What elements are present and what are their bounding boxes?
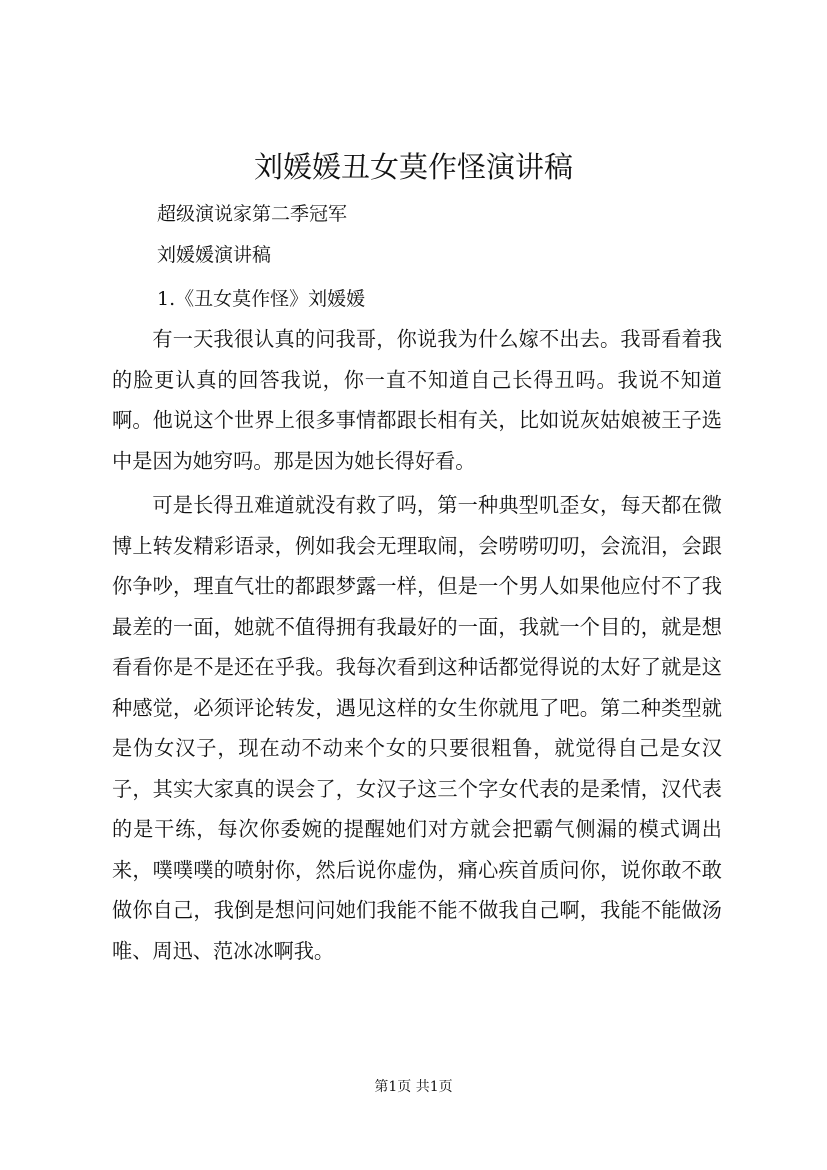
page-number-footer: 第1页 共1页 <box>374 1079 453 1095</box>
document-title: 刘媛媛丑女莫作怪演讲稿 <box>253 150 573 184</box>
section-heading: 1.《丑女莫作怪》刘媛媛 <box>157 288 366 310</box>
body-paragraph: 有一天我很认真的问我哥，你说我为什么嫁不出去。我哥看着我的脸更认真的回答我说，你一直不知道自己长得丑吗。我说不知道啊。他说这个世界上很多事情都跟长相有关，比如说灰姑娘被王子选中是因为她穷吗。那是因为她长得好看。 <box>112 327 722 473</box>
body-paragraph: 可是长得丑难道就没有救了吗，第一种典型叽歪女，每天都在微博上转发精彩语录，例如我会无理取闹，会唠唠叨叨，会流泪，会跟你争吵，理直气壮的都跟梦露一样，但是一个男人如果他应付不了我最差的一面，她就不值得拥有我最好的一面，我就一个目的，就是想看看你是不是还在乎我。我每次看到这种话都觉得说的太好了就是这种感觉，必须评论转发，遇见这样的女生你就甩了吧。第二种类型就是伪女汉子，现在动不动来个女的只要很粗鲁，就觉得自己是女汉子，其实大家真的误会了，女汉子这三个字女代表的是柔情，汉代表的是干练，每次你委婉的提醒她们对方就会把霸气侧漏的模式调出来，噗噗噗的喷射你，然后说你虚伪，痛心疾首质问你，说你敢不敢做你自己，我倒是想问问她们我能不能不做我自己啊，我能不能做汤唯、周迅、范冰冰啊我。 <box>112 493 722 963</box>
subtitle-line: 刘媛媛演讲稿 <box>157 244 272 266</box>
subtitle-line: 超级演说家第二季冠军 <box>157 203 348 225</box>
